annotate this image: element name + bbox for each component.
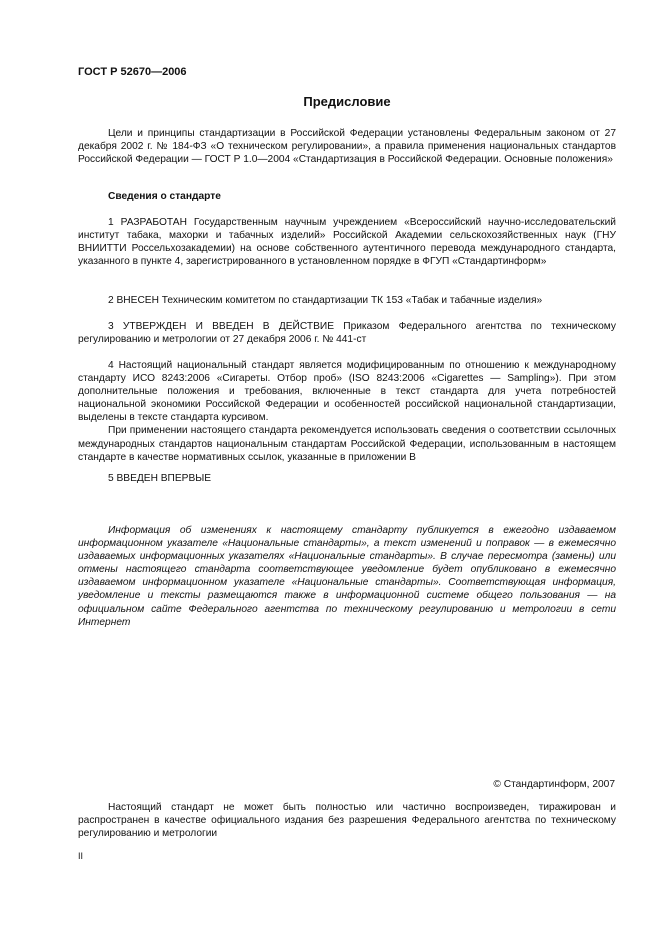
item-5: 5 ВВЕДЕН ВПЕРВЫЕ [108, 473, 212, 484]
intro-block [78, 127, 616, 166]
notice-paragraph: Информация об изменениях к настоящему стандарту публикуется в ежегодно издаваемом информационном указателе «Национальные стандарты», а текст изменений и поправок — в ежемесячно издаваемых информационных указателях «Национальные стандарты». В случае пересмотра (замены) или отмены настоящего стандарта соответствующее уведомление будет опубликовано в ежемесячно издаваемом информационном указателе «Национальные стандарты». Соответствующая информация, уведомление и тексты размещаются также в информационной системе общего пользования — на официальном сайте Федерального агентства по техническому регулированию и метрологии в сети Интернет [78, 525, 616, 628]
item-5-block [78, 472, 616, 485]
reproduction-block [78, 801, 616, 840]
notice-block [78, 524, 616, 629]
item-1-block [78, 216, 616, 268]
item-4: 4 Настоящий национальный стандарт является модифицированным по отношению к международному стандарту ИСО 8243:2006 «Сигареты. Отбор проб» (ISO 8243:2006 «Cigarettes — Sampling»). При этом дополнительные положения и требования, включенные в текст стандарта для учета потребностей национальной экономики Российской Федерации и особенностей российской национальной стандартизации, выделены в тексте стандарта курсивом. [78, 360, 616, 424]
copyright: © Стандартинформ, 2007 [493, 779, 615, 790]
page-number: II [78, 851, 84, 861]
page-title: Предисловие [303, 94, 391, 109]
item-2: 2 ВНЕСЕН Техническим комитетом по стандартизации ТК 153 «Табак и табачные изделия» [108, 295, 543, 306]
item-3: 3 УТВЕРЖДЕН И ВВЕДЕН В ДЕЙСТВИЕ Приказом Федерального агентства по техническому регулированию и метрологии от 27 декабря 2006 г. № 441-ст [78, 321, 616, 346]
item-4-note: При применении настоящего стандарта рекомендуется использовать сведения о соответствии ссылочных международных стандартов национальным стандартам Российской Федерации, использованным в настоящем стандарте в качестве нормативных ссылок, указанные в приложении В [78, 425, 616, 463]
reproduction-paragraph: Настоящий стандарт не может быть полностью или частично воспроизведен, тиражирован и распространен в качестве официального издания без разрешения Федерального агентства по техническому регулированию и метрологии [78, 802, 616, 840]
info-heading: Сведения о стандарте [108, 191, 221, 202]
item-3-block [78, 320, 616, 346]
item-1: 1 РАЗРАБОТАН Государственным научным учреждением «Всероссийский научно-исследовательский институт табака, махорки и табачных изделий» Российской Академии сельскохозяйственных наук (ГНУ ВНИИТТИ Россельхозакадемии) на основе собственного аутентичного перевода международного стандарта, указанного в пункте 4, зарегистрированного в установленном порядке в ФГУП «Стандартинформ» [78, 217, 616, 268]
item-2-block [78, 294, 616, 307]
item-4-block [78, 359, 616, 464]
standard-code: ГОСТ Р 52670—2006 [78, 66, 187, 78]
intro-paragraph: Цели и принципы стандартизации в Российской Федерации установлены Федеральным законом от 27 декабря 2002 г. № 184-ФЗ «О техническом регулировании», а правила применения национальных стандартов Российской Федерации — ГОСТ Р 1.0—2004 «Стандартизация в Российской Федерации. Основные положения» [78, 128, 616, 166]
